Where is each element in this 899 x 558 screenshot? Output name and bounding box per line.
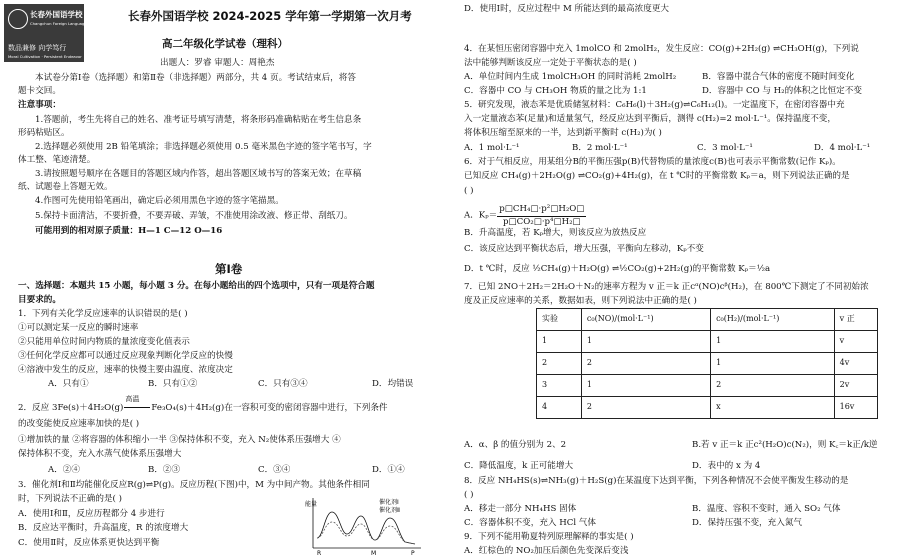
q2-option-a: A．②④ [48,465,80,475]
logo-motto: 数品兼修 向学笃行 [8,44,67,52]
q9-option-a: A．红棕色的 NO₂加压后颜色先变深后变浅 [464,546,629,556]
table-cell: 1 [711,331,835,353]
q8-option-b: B．温度、容积不变时，通入 SO₂ 气体 [692,504,841,514]
graph-label-p: P [411,550,415,556]
q1-option-d: D．均错误 [372,379,414,389]
q2-option-d: D．①④ [372,465,405,475]
q7-rate-table [536,308,878,419]
logo-name-en: Changchun Foreign Language School [30,21,101,26]
q8-option-d: D．保持压强不变，充入氮气 [692,518,803,528]
table-header: 实验 [537,309,582,331]
q4-option-b: B．容器中混合气体的密度不随时间变化 [702,72,855,82]
intro-line-2: 题卡交回。 [18,86,61,96]
q7-option-c: C．降低温度，k 正可能增大 [464,461,574,471]
q3-option-c: C．使用Ⅱ时，反应体系更快达到平衡 [18,538,160,548]
q5-stem: 5．研究发现，液态苯是优质储氢材料：C₆H₆(l)＋3H₂(g)⇌C₆H₁₂(l)。一定温度下，在密闭容器中充 [464,100,845,110]
table-row [537,353,878,375]
table-cell: 1 [581,375,710,397]
q4-option-d: D．容器中 CO 与 H₂的体积之比恒定不变 [702,86,862,96]
q2-stem-a: 2．反应 3Fe(s)＋4H₂O(g) [18,403,124,413]
q3-option-b: B．反应达平衡时，升高温度，R 的浓度增大 [18,523,189,533]
notice-line: 2.选择题必须使用 2B 铅笔填涂；非选择题必须使用 0.5 毫米黑色字迹的签字笔书写，字 [35,142,372,152]
table-header-row [537,309,878,331]
q5-stem: 将体积压缩至原来的一半，达到新平衡时 c(H₂)为( ) [464,128,662,138]
notice-line: 4.作图可先使用铅笔画出，确定后必须用黑色字迹的签字笔描黑。 [35,196,284,206]
q6-stem: 已知反应 CH₄(g)＋2H₂O(g) ⇌CO₂(g)+4H₂(g)，在 t ℃时的平衡常数 Kₚ＝a，则下列说法正确的是 [464,171,850,181]
q3-stem: 3．催化剂Ⅰ和Ⅱ均能催化反应R(g)⇌P(g)。反应历程(下图)中，M 为中间产物。其他条件相同 [18,480,370,490]
table-cell: 2 [537,353,582,375]
q1-item: ①可以测定某一反应的瞬时速率 [18,323,139,333]
table-header: c₀(H₂)/(mol·L⁻¹) [711,309,835,331]
school-logo [4,4,101,62]
q5-stem: 入一定量液态苯(足量)和适量氢气，经反应达到平衡后，测得 c(H₂)=2 mol·L⁻¹。保持温度不变， [464,114,836,124]
q2-option-c: C．③④ [258,465,291,475]
q6-stem: 6．对于气相反应，用某组分B的平衡压强p(B)代替物质的量浓度c(B)也可表示平衡常数(记作 Kₚ)。 [464,157,841,167]
q4-option-c: C．容器中 CO 与 CH₃OH 物质的量之比为 1:1 [464,86,647,96]
q7-option-a: A．α、β 的值分别为 2、2 [464,440,567,450]
table-cell: 2v [834,375,877,397]
graph-legend-1: 催化剂Ⅰ [379,499,399,506]
table-cell: v [834,331,877,353]
table-cell: 1 [537,331,582,353]
logo-name: 长春外国语学校 [30,10,83,19]
graph-legend-2: 催化剂Ⅱ [379,507,400,514]
section-1-intro: 一、选择题：本题共 15 小题，每小题 3 分。在每小题给出的四个选项中，只有一项是符合题 [18,281,375,291]
q1-item: ④溶液中发生的反应，速率的快慢主要由温度、浓度决定 [18,365,233,375]
table-row [537,375,878,397]
q7-option-b: B.若 v 正＝k 正c²(H₂O)c(N₂)，则 K꜀＝k正/k逆 [692,440,878,450]
q1-stem: 1．下列有关化学反应速率的认识错误的是( ) [18,309,188,319]
q2-item: ①增加铁的量 ②将容器的体积缩小一半 ③保持体积不变，充入 N₂使体系压强增大 ④ [18,435,341,445]
notice-line: 形码粘贴区。 [18,128,70,138]
right-column [452,0,894,558]
q9-stem: 9．下列不能用勒夏特列原理解释的事实是( ) [464,532,634,542]
logo-motto-en: Moral Cultivation · Persistent Endeavor [8,54,82,59]
q2-condition-label: 高温 [125,395,140,403]
q8-stem: 8．反应 NH₄HS(s)⇌NH₃(g)＋H₂S(g)在某温度下达到平衡，下列各种情况不会使平衡发生移动的是 [464,476,849,486]
table-cell: 3 [537,375,582,397]
atomic-mass: 可能用到的相对原子质量：H—1 C—12 O—16 [35,226,223,236]
table-cell: 2 [581,353,710,375]
q4-stem: 法中能够判断该反应一定处于平衡状态的是( ) [464,58,637,68]
q6-stem: ( ) [464,186,474,196]
q3-stem: 时，下列说法不正确的是( ) [18,494,122,504]
q8-stem-2: ( ) [464,490,474,500]
q2-option-b: B．②③ [148,465,181,475]
section-1-title: 第Ⅰ卷 [215,262,243,276]
q2-stem-2: 的改变能使反应速率加快的是( ) [18,419,140,429]
left-column [0,0,440,558]
school-emblem-icon [8,9,28,29]
graph-label-m: M [371,550,377,556]
table-header: c₀(NO)/(mol·L⁻¹) [581,309,710,331]
q8-option-a: A．移走一部分 NH₄HS 固体 [464,504,577,514]
table-cell: 1 [581,331,710,353]
q6-option-d: D．t ℃时，反应 ½CH₄(g)＋H₂O(g) ⇌½CO₂(g)+2H₂(g)的平衡常数 Kₚ＝½a [464,264,771,274]
notice-line: 纸、试题卷上答题无效。 [18,182,113,192]
q5-option-a: A．1 mol·L⁻¹ [464,143,520,153]
q6-option-c: C．该反应达到平衡状态后，增大压强，平衡向左移动，Kₚ不变 [464,244,704,254]
table-cell: 2 [711,375,835,397]
table-header: v 正 [834,309,877,331]
q6-option-a [464,204,586,228]
q6-option-a-fraction [497,204,586,228]
q5-option-d: D．4 mol·L⁻¹ [814,143,871,153]
notice-line: 体工整、笔迹清楚。 [18,155,96,165]
exam-title: 长春外国语学校 2024-2025 学年第一学期第一次月考 [128,9,412,23]
q5-option-c: C．3 mol·L⁻¹ [697,143,753,153]
q3-option-a: A．使用Ⅰ和Ⅱ，反应历程都分 4 步进行 [18,509,165,519]
q7-option-d: D．表中的 x 为 4 [692,461,761,471]
q2-item: 保持体积不变，充入水蒸气使体系压强增大 [18,449,182,459]
q2-condition [123,395,151,415]
table-row [537,397,878,419]
q4-stem: 4．在某恒压密闭容器中充入 1molCO 和 2molH₂，发生反应：CO(g)+2H₂(g) ⇌CH₃OH(g)，下列说 [464,44,859,54]
q4-option-a: A．单位时间内生成 1molCH₃OH 的同时消耗 2molH₂ [464,72,677,82]
q6-option-b: B．升高温度，若 Kₚ增大，则该反应为放热反应 [464,228,647,238]
section-1-intro: 目要求的。 [18,295,61,305]
notice-line: 5.保持卡面清洁，不要折叠，不要弄破、弄皱，不准使用涂改液、修正带、刮纸刀。 [35,211,353,221]
q6-option-a-prefix: A．Kₚ＝ [464,210,498,221]
q2-arrow [124,407,150,408]
q7-stem: 度及正反应速率的关系，数据如表，则下列说法中正确的是( ) [464,296,697,306]
q3-option-d: D．使用Ⅰ时，反应过程中 M 所能达到的最高浓度更大 [464,4,670,14]
exam-authors: 出题人：罗睿 审题人：周艳杰 [160,58,275,68]
q1-item: ②只能用单位时间内物质的量浓度变化值表示 [18,337,190,347]
q2-stem [18,395,388,415]
q1-option-b: B．只有①② [148,379,198,389]
q2-stem-b: Fe₃O₄(s)＋4H₂(g)在一容积可变的密闭容器中进行，下列条件 [151,403,388,413]
reaction-energy-graph [305,494,425,556]
intro-line-1: 本试卷分第Ⅰ卷（选择题）和第Ⅱ卷（非选择题）两部分，共 4 页。考试结束后，将答 [35,73,356,83]
q1-item: ③任何化学反应都可以通过反应现象判断化学反应的快慢 [18,351,233,361]
notice-line: 1.答题前，考生先将自己的姓名、准考证号填写清楚，将条形码准确粘贴在考生信息条 [35,115,362,125]
q5-option-b: B．2 mol·L⁻¹ [572,143,628,153]
exam-subtitle: 高二年级化学试卷（理科） [162,38,288,50]
notice-line: 3.请按照题号顺序在各题目的答题区域内作答，超出答题区域书写的答案无效；在草稿 [35,169,362,179]
q8-option-c: C．容器体积不变，充入 HCl 气体 [464,518,596,528]
table-cell: 4 [537,397,582,419]
q6-option-a-numerator: p□CH₄□·p²□H₂O□ [497,204,586,217]
q7-stem: 7．已知 2NO＋2H₂＝2H₂O＋N₂的速率方程为 v 正＝k 正cᵅ(NO)cᵝ(H₂)，在 800℃下测定了不同初始浓 [464,282,869,292]
table-cell: x [711,397,835,419]
table-cell: 2 [581,397,710,419]
q6-option-a-denominator: p□CO₂□·p⁴□H₂□ [503,216,581,227]
graph-label-r: R [317,550,322,556]
table-cell: 16v [834,397,877,419]
q1-option-c: C．只有③④ [258,379,308,389]
table-cell: 4v [834,353,877,375]
q1-option-a: A．只有① [48,379,89,389]
graph-ylabel: 能量 [305,501,318,508]
table-row [537,331,878,353]
table-cell: 1 [711,353,835,375]
notice-title: 注意事项： [18,100,61,110]
